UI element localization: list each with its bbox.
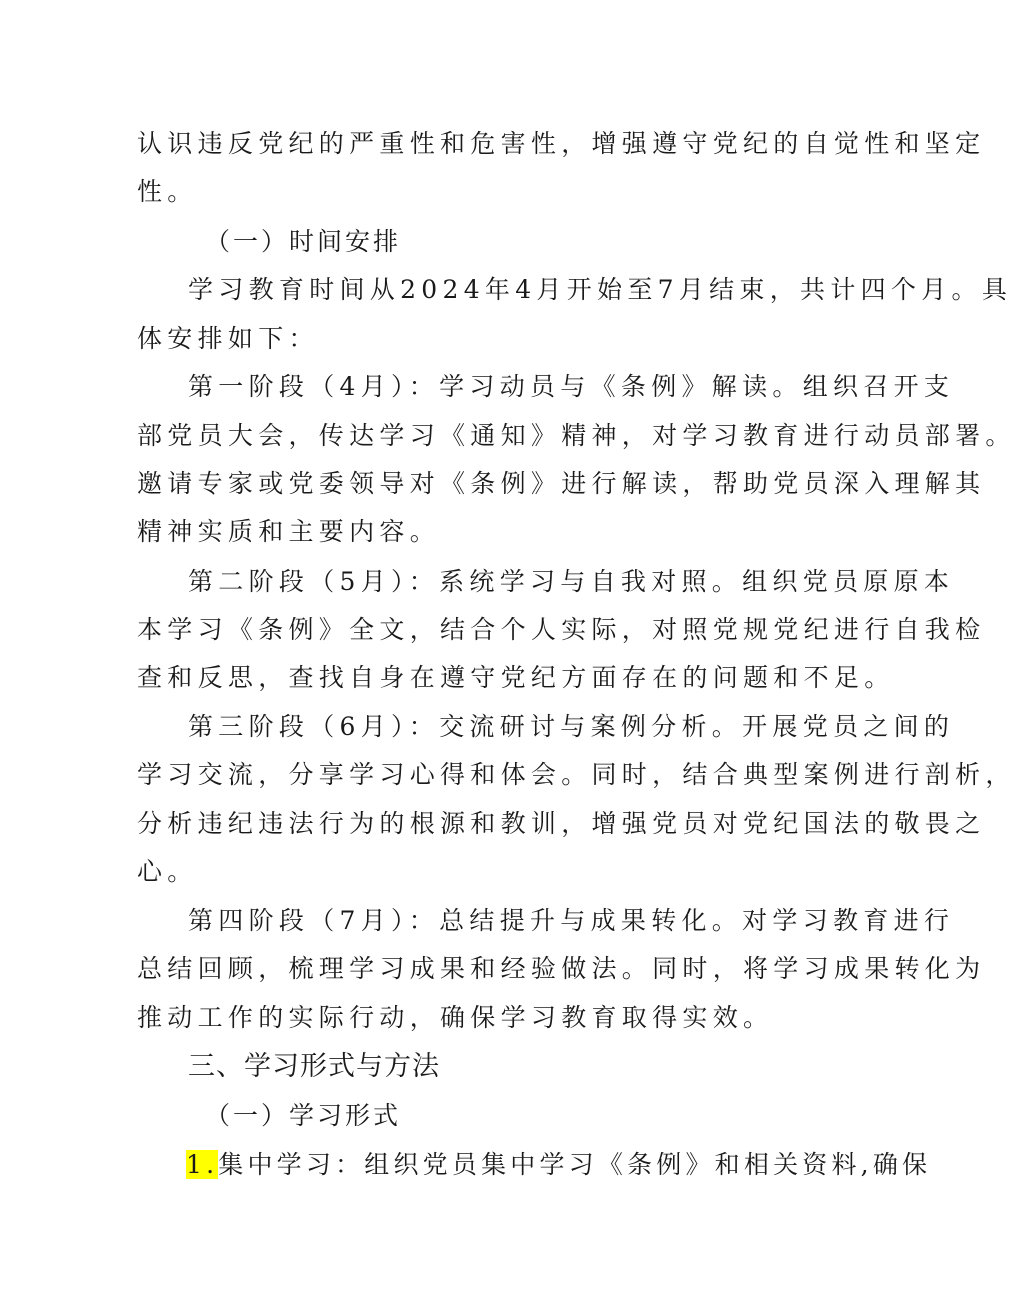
paragraph-line: 本学习《条例》全文，结合个人实际，对照党规党纪进行自我检 <box>137 615 986 644</box>
paragraph-line: 第三阶段（6月）：交流研讨与案例分析。开展党员之间的 <box>188 712 955 741</box>
section-heading-learning-methods: 三、学习形式与方法 <box>188 1051 440 1082</box>
list-item <box>186 1148 931 1182</box>
paragraph-line: 总结回顾，梳理学习成果和经验做法。同时，将学习成果转化为 <box>137 954 986 983</box>
paragraph-line: 学习教育时间从2024年4月开始至7月结束，共计四个月。具 <box>188 275 1013 304</box>
paragraph-line: 分析违纪违法行为的根源和教训，增强党员对党纪国法的敬畏之 <box>137 809 986 838</box>
paragraph-line: 体安排如下： <box>137 324 319 353</box>
paragraph-line: 第一阶段（4月）：学习动员与《条例》解读。组织召开支 <box>188 372 955 401</box>
subheading-time-arrangement: （一）时间安排 <box>205 227 402 256</box>
paragraph-line: 邀请专家或党委领导对《条例》进行解读，帮助党员深入理解其 <box>137 469 986 498</box>
paragraph-line: 认识违反党纪的严重性和危害性，增强遵守党纪的自觉性和坚定 <box>137 129 986 158</box>
paragraph-line: 精神实质和主要内容。 <box>137 517 441 546</box>
subheading-learning-form: （一）学习形式 <box>205 1101 402 1130</box>
paragraph-line: 第四阶段（7月）：总结提升与成果转化。对学习教育进行 <box>188 906 955 935</box>
paragraph-line: 学习交流，分享学习心得和体会。同时，结合典型案例进行剖析， <box>137 760 1016 789</box>
paragraph-line: 性。 <box>137 177 198 206</box>
paragraph-line: 推动工作的实际行动，确保学习教育取得实效。 <box>137 1003 774 1032</box>
list-item-number: 1. <box>186 1150 219 1179</box>
paragraph-line: 部党员大会，传达学习《通知》精神，对学习教育进行动员部署。 <box>137 421 1016 450</box>
paragraph-line: 心。 <box>137 857 198 886</box>
paragraph-line: 查和反思，查找自身在遵守党纪方面存在的问题和不足。 <box>137 663 895 692</box>
paragraph-line: 第二阶段（5月）：系统学习与自我对照。组织党员原原本 <box>188 567 955 596</box>
list-item-text: 集中学习：组织党员集中学习《条例》和相关资料,确保 <box>218 1150 932 1179</box>
